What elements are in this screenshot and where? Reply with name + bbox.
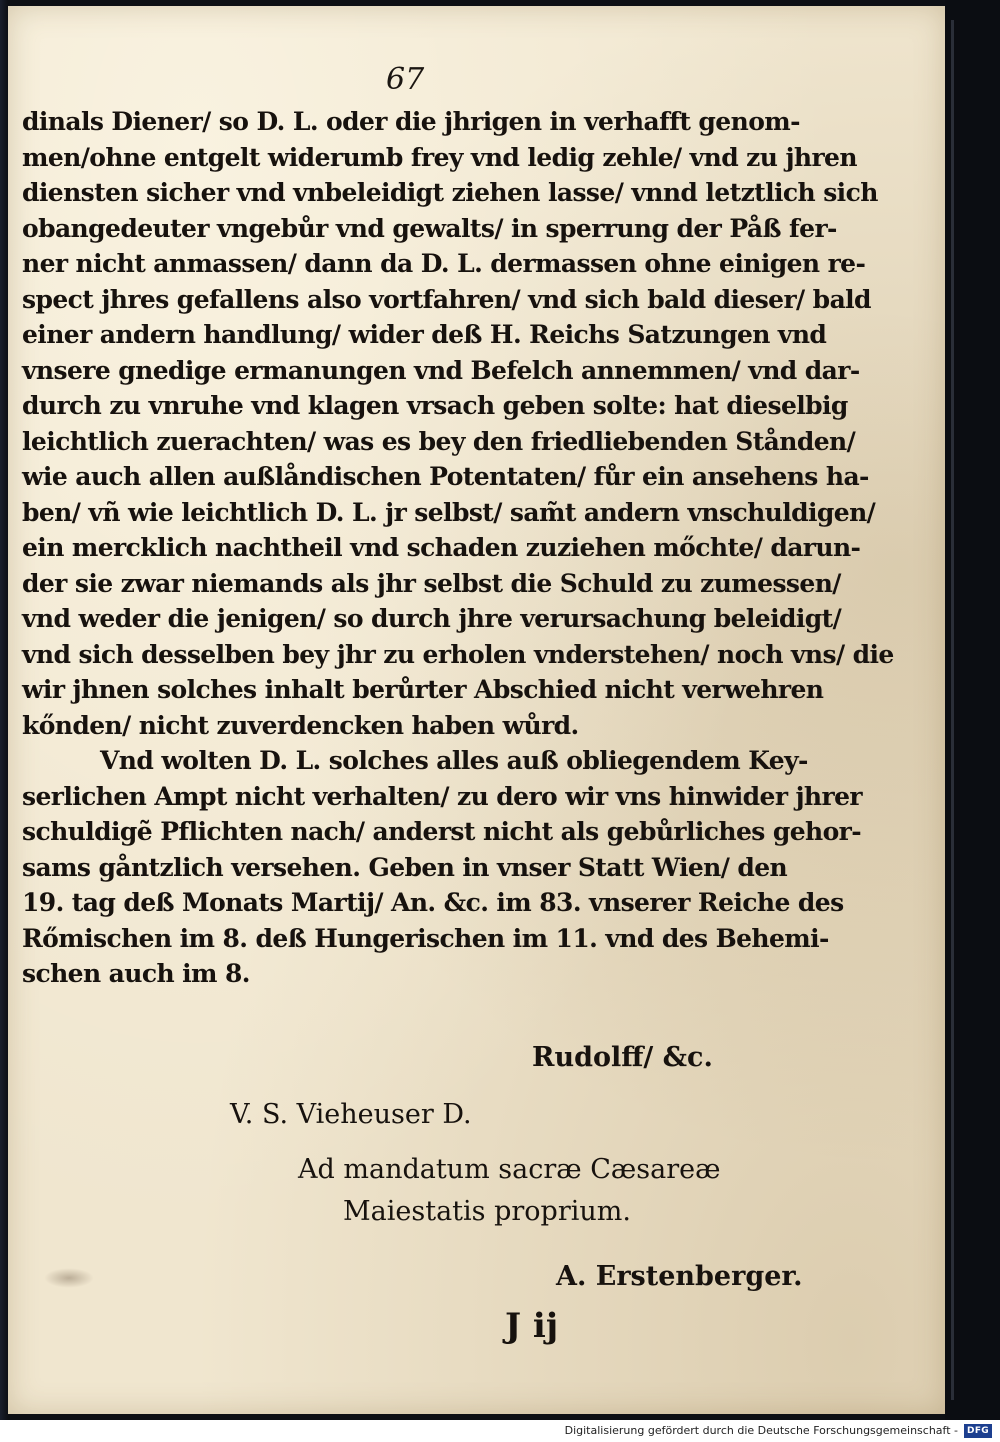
signature-erstenberger: A. Erstenberger. bbox=[556, 1261, 803, 1292]
page-number: 67 bbox=[386, 62, 425, 97]
scan-right-edge bbox=[945, 0, 1000, 1420]
text-line: ben/ vñ wie leichtlich D. L. jr selbst/ sam̃t andern vnschuldigen/ bbox=[22, 497, 876, 527]
text-line: serlichen Ampt nicht verhalten/ zu dero wir vns hinwider jhrer bbox=[22, 781, 862, 811]
text-line: der sie zwar niemands als jhr selbst die Schuld zu zumessen/ bbox=[22, 568, 841, 598]
scan-edge-strip bbox=[951, 20, 954, 1400]
text-line: ner nicht anmassen/ dann da D. L. dermassen ohne einigen re- bbox=[22, 249, 866, 278]
signature-rudolff: Rudolff/ &c. bbox=[532, 1042, 713, 1073]
mandatum-line-2: Maiestatis proprium. bbox=[343, 1196, 631, 1227]
text-line: 19. tag deß Monats Martij/ An. &c. im 83. vnserer Reiche des bbox=[22, 888, 844, 917]
text-line: einer andern handlung/ wider deß H. Reichs Satzungen vnd bbox=[22, 320, 827, 349]
printer-signature-mark: J ij bbox=[505, 1306, 559, 1346]
text-line: vnd sich desselben bey jhr zu erholen vnderstehen/ noch vns/ die bbox=[22, 639, 894, 669]
signature-vieheuser: V. S. Vieheuser D. bbox=[230, 1099, 472, 1130]
text-line: sams gåntzlich versehen. Geben in vnser Statt Wien/ den bbox=[22, 852, 788, 882]
body-text bbox=[22, 104, 894, 992]
funding-notice: Digitalisierung gefördert durch die Deutsche Forschungsgemeinschaft - bbox=[564, 1424, 958, 1437]
dfg-logo-icon[interactable]: DFG bbox=[964, 1424, 992, 1438]
text-line: diensten sicher vnd vnbeleidigt ziehen lasse/ vnnd letztlich sich bbox=[22, 178, 878, 207]
scan-left-edge bbox=[0, 0, 8, 1420]
footer-bar bbox=[0, 1420, 1000, 1442]
text-line: wir jhnen solches inhalt berůrter Abschied nicht verwehren bbox=[22, 675, 824, 704]
text-line: kőnden/ nicht zuverdencken haben wůrd. bbox=[22, 710, 579, 740]
text-line: Rőmischen im 8. deß Hungerischen im 11. vnd des Behemi- bbox=[22, 923, 829, 953]
text-line: vnd weder die jenigen/ so durch jhre verursachung beleidigt/ bbox=[22, 604, 842, 633]
text-line: dinals Diener/ so D. L. oder die jhrigen in verhafft genom- bbox=[22, 107, 800, 136]
text-line: ein mercklich nachtheil vnd schaden zuziehen mőchte/ darun- bbox=[22, 533, 861, 562]
text-line: wie auch allen außlåndischen Potentaten/ fůr ein ansehens ha- bbox=[22, 462, 869, 491]
book-page bbox=[8, 6, 945, 1414]
text-line: durch zu vnruhe vnd klagen vrsach geben solte: hat dieselbig bbox=[22, 391, 848, 420]
text-line: men/ohne entgelt widerumb frey vnd ledig zehle/ vnd zu jhren bbox=[22, 142, 857, 172]
text-line: schen auch im 8. bbox=[22, 959, 250, 988]
text-line: leichtlich zuerachten/ was es bey den friedliebenden Stånden/ bbox=[22, 426, 856, 456]
ink-smudge bbox=[44, 1268, 94, 1288]
text-line: schuldigẽ Pflichten nach/ anderst nicht als gebůrliches gehor- bbox=[22, 817, 862, 846]
text-line: spect jhres gefallens also vortfahren/ vnd sich bald dieser/ bald bbox=[22, 284, 871, 314]
text-line: vnsere gnedige ermanungen vnd Befelch annemmen/ vnd dar- bbox=[22, 355, 860, 385]
paragraph-start-line: Vnd wolten D. L. solches alles auß obliegendem Key- bbox=[100, 746, 808, 775]
mandatum-line-1: Ad mandatum sacræ Cæsareæ bbox=[298, 1154, 721, 1185]
text-line: obangedeuter vngebůr vnd gewalts/ in sperrung der Påß fer- bbox=[22, 213, 837, 243]
